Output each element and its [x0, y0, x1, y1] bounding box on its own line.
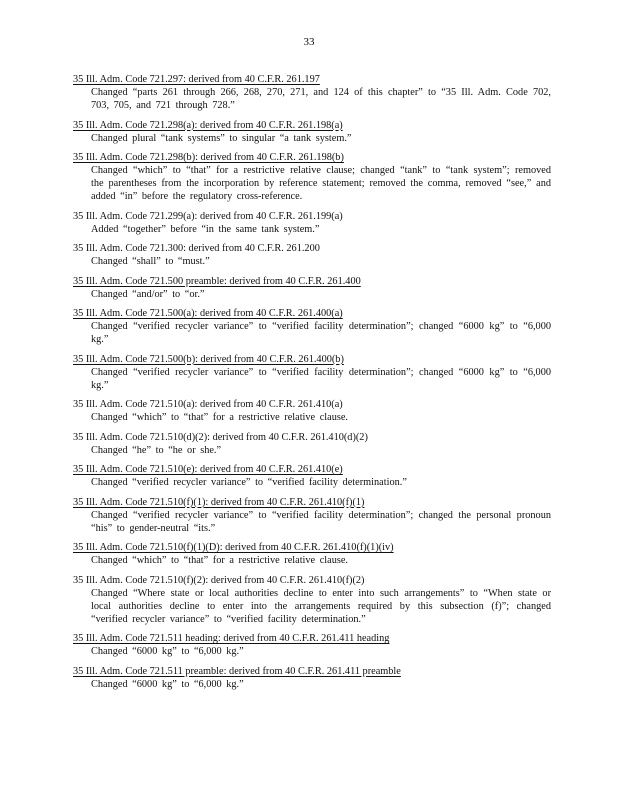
list-item — [73, 307, 551, 346]
entry-citation: 35 Ill. Adm. Code 721.297: derived from 40 C.F.R. 261.197 — [73, 74, 320, 85]
entry-description: Changed “and/or” to “or.” — [91, 288, 205, 300]
entry-description: Changed “which” to “that” for a restrictive relative clause. — [91, 412, 349, 423]
entry-description: Changed “6000 kg” to “6,000 kg.” — [91, 646, 244, 657]
entry-description: Changed “which” to “that” for a restrictive relative clause; changed “tank” to “tank system”; removed the parentheses from the incorporation by reference statement; removed the comma, removed “see,” and added “in” before the regulatory cross-reference. — [91, 165, 551, 202]
entry-citation: 35 Ill. Adm. Code 721.510(f)(1)(D): derived from 40 C.F.R. 261.410(f)(1)(iv) — [73, 542, 394, 553]
list-item — [73, 151, 551, 203]
entry-description: Changed “6000 kg” to “6,000 kg.” — [91, 678, 244, 690]
entry-citation: 35 Ill. Adm. Code 721.500 preamble: derived from 40 C.F.R. 261.400 — [73, 275, 361, 287]
entry-description: Changed “verified recycler variance” to “verified facility determination”; changed the personal pronoun “his” to gender-neutral “its.” — [91, 509, 551, 534]
entry-citation: 35 Ill. Adm. Code 721.500(a): derived from 40 C.F.R. 261.400(a) — [73, 308, 343, 319]
list-item — [73, 119, 551, 145]
list-item — [73, 496, 551, 535]
entry-description: Changed “verified recycler variance” to “verified facility determination.” — [91, 477, 407, 488]
list-item — [73, 73, 551, 112]
list-item — [73, 242, 551, 268]
list-item — [73, 541, 551, 567]
entry-description: Changed “verified recycler variance” to “verified facility determination”; changed “6000 kg” to “6,000 kg.” — [91, 366, 551, 391]
entry-citation: 35 Ill. Adm. Code 721.500(b): derived from 40 C.F.R. 261.400(b) — [73, 353, 344, 365]
list-item — [73, 574, 551, 626]
entry-citation: 35 Ill. Adm. Code 721.510(a): derived from 40 C.F.R. 261.410(a) — [73, 399, 343, 410]
entry-citation: 35 Ill. Adm. Code 721.298(b): derived from 40 C.F.R. 261.198(b) — [73, 152, 344, 163]
list-item — [73, 398, 551, 424]
entry-citation: 35 Ill. Adm. Code 721.298(a): derived from 40 C.F.R. 261.198(a) — [73, 119, 343, 131]
entry-description: Changed “parts 261 through 266, 268, 270, 271, and 124 of this chapter” to “35 Ill. Adm. Code 702, 703, 705, and 721 through 728.” — [91, 87, 551, 111]
entry-citation: 35 Ill. Adm. Code 721.300: derived from 40 C.F.R. 261.200 — [73, 243, 320, 254]
entry-citation: 35 Ill. Adm. Code 721.511 heading: derived from 40 C.F.R. 261.411 heading — [73, 633, 390, 644]
entries-list — [73, 73, 551, 697]
entry-description: Added “together” before “in the same tank system.” — [91, 223, 320, 235]
list-item — [73, 632, 551, 658]
entry-description: Changed plural “tank systems” to singular “a tank system.” — [91, 132, 352, 144]
entry-description: Changed “verified recycler variance” to “verified facility determination”; changed “6000 kg” to “6,000 kg.” — [91, 321, 551, 345]
list-item — [73, 665, 551, 691]
list-item — [73, 275, 551, 301]
list-item — [73, 431, 551, 457]
entry-citation: 35 Ill. Adm. Code 721.510(d)(2): derived from 40 C.F.R. 261.410(d)(2) — [73, 431, 368, 443]
list-item — [73, 210, 551, 236]
list-item — [73, 463, 551, 489]
entry-citation: 35 Ill. Adm. Code 721.510(f)(1): derived from 40 C.F.R. 261.410(f)(1) — [73, 496, 365, 508]
entry-description: Changed “he” to “he or she.” — [91, 444, 222, 456]
entry-description: Changed “Where state or local authorities decline to enter into such arrangements” to “When state or local authorities decline to enter into the arrangements required by this subsection (f)”; changed “verified recycler variance” to “verified facility determination.” — [91, 587, 551, 625]
list-item — [73, 353, 551, 392]
entry-citation: 35 Ill. Adm. Code 721.510(f)(2): derived from 40 C.F.R. 261.410(f)(2) — [73, 574, 365, 586]
page-number: 33 — [303, 36, 315, 48]
entry-description: Changed “which” to “that” for a restrictive relative clause. — [91, 555, 349, 566]
entry-citation: 35 Ill. Adm. Code 721.510(e): derived from 40 C.F.R. 261.410(e) — [73, 464, 343, 475]
entry-description: Changed “shall” to “must.” — [91, 256, 210, 267]
entry-citation: 35 Ill. Adm. Code 721.511 preamble: derived from 40 C.F.R. 261.411 preamble — [73, 665, 401, 677]
entry-citation: 35 Ill. Adm. Code 721.299(a): derived from 40 C.F.R. 261.199(a) — [73, 210, 343, 222]
